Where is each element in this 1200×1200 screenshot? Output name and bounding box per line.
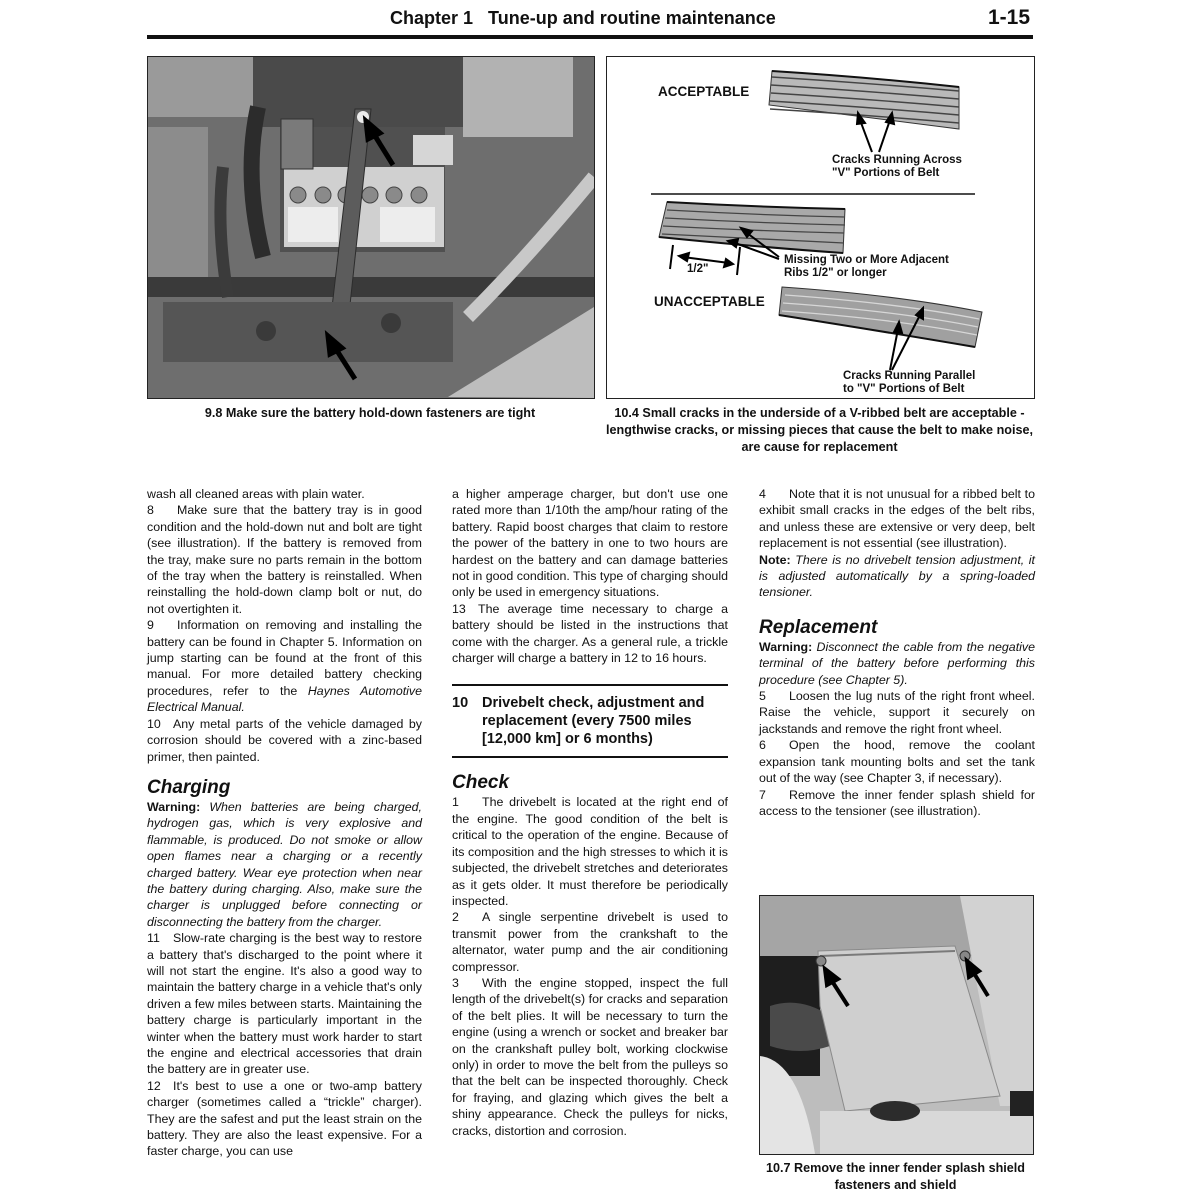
paragraph-number: 6 [759, 738, 766, 753]
paragraph-12 [147, 1078, 422, 1160]
paragraph-13 [452, 601, 728, 667]
paragraph-number: 12 [147, 1078, 161, 1093]
running-header-title [390, 8, 776, 29]
note-cracks-across-line2: "V" Portions of Belt [832, 166, 940, 179]
paragraph-number: 8 [147, 503, 154, 518]
warning-text: Disconnect the cable from the negative terminal of the battery before performing this procedure (see Chapter 5). [759, 639, 1035, 687]
paragraph-text: Any metal parts of the vehicle damaged by corrosion should be covered with a zinc-based primer, then painted. [147, 716, 422, 764]
paragraph-7 [759, 787, 1035, 820]
page-number: 1-15 [988, 6, 1031, 29]
chapter-label: Chapter 1 [390, 8, 474, 28]
section-rule-bottom [452, 756, 728, 758]
paragraph-number: 7 [759, 787, 766, 802]
section-number: 10 [452, 695, 469, 712]
unacceptable-belt-drawing [659, 202, 982, 370]
chapter-title: Tune-up and routine maintenance [488, 8, 776, 28]
note-cracks-parallel-line1: Cracks Running Parallel [843, 370, 976, 382]
fender-shield-photo-illustration [760, 896, 1033, 1154]
paragraph-number: 11 [147, 931, 160, 946]
text-column-1 [147, 486, 422, 1160]
paragraph-text: Slow-rate charging is the best way to restore a battery that's discharged to the point where it will not start the engine. It's also a good way to maintain the battery charge in a vehicle that's only driven a few miles between starts. Maintaining the battery charge is particularly important in the winter when the battery must work harder to start the engine and electrical accessories that drain the battery are in greater use. [147, 931, 422, 1077]
belt-diagram-illustration [607, 57, 1034, 398]
text-column-3 [759, 486, 1035, 819]
paragraph-number: 9 [147, 618, 154, 633]
paragraph-number: 5 [759, 689, 766, 704]
paragraph-1 [452, 794, 728, 909]
paragraph-continued: wash all cleaned areas with plain water. [147, 487, 365, 501]
paragraph-4 [759, 486, 1035, 552]
note-text: There is no drivebelt tension adjustment, it is adjusted automatically by a spring-loaded tensioner. [759, 552, 1035, 600]
note-label: Note: [759, 552, 791, 567]
note-cracks-across-line1: Cracks Running Across [832, 154, 962, 166]
note-tension [759, 552, 1035, 601]
paragraph-text: Loosen the lug nuts of the right front wheel. Raise the vehicle, support it securely on jackstands and remove the right front wheel. [759, 689, 1035, 736]
paragraph-number: 1 [452, 795, 459, 810]
label-unacceptable: UNACCEPTABLE [654, 294, 765, 309]
figure-caption-9-8: 9.8 Make sure the battery hold-down fasteners are tight [204, 406, 536, 420]
paragraph-2 [452, 909, 728, 975]
paragraph-number: 3 [452, 975, 459, 990]
paragraph-number: 13 [452, 601, 466, 616]
subheading-charging: Charging [147, 776, 231, 798]
note-missing-ribs-line2: Ribs 1/2" or longer [784, 266, 887, 279]
manual-reference: Haynes Automotive Electrical Manual. [147, 683, 422, 715]
paragraph-text: Note that it is not unusual for a ribbed belt to exhibit small cracks in the edges of the belt ribs, and unless these are extensive or very deep, belt replacement is not essential (see illustration). [759, 487, 1035, 551]
warning-text: When batteries are being charged, hydrogen gas, which is very explosive and flammable, is produced. Do not smoke or allow open flames near a charging or a recently charged battery. Wear eye protection when near the battery during charging. Also, make sure the charger is unplugged before connecting or disconnecting the battery from the charger. [147, 799, 422, 929]
paragraph-text: Make sure that the battery tray is in good condition and the hold-down nut and bolt are tight (see illustration). If the battery is removed from the tray, make sure no parts remain in the bottom of the tray when the battery is reinstalled. When reinstalling the hold-down clamp bolt or nut, do not overtighten it. [147, 503, 422, 616]
paragraph-8 [147, 502, 422, 617]
figure-battery-photo [147, 56, 595, 399]
paragraph-11 [147, 930, 422, 1078]
section-heading-10 [452, 694, 728, 748]
paragraph-9 [147, 617, 422, 715]
paragraph-text: The drivebelt is located at the right end of the engine. The good condition of the belt is critical to the operation of the engine. Because of its composition and the high stresses to which it is subjected, the drivebelt stretches and deteriorates as it gets older. It must therefore be periodically inspected. [452, 795, 728, 908]
paragraph-number: 10 [147, 716, 161, 731]
paragraph-5 [759, 688, 1035, 737]
paragraph-text: With the engine stopped, inspect the full length of the drivebelt(s) for cracks and separation of the belt plies. It will be necessary to turn the engine (using a wrench or socket and breaker bar on the crankshaft pulley bolt, working clockwise only) in order to move the belt from the pulleys so that the belt can be inspected thoroughly. Check for fraying, and glazing which gives the belt a shiny appearance. Check the pulleys for nicks, cracks, distortion and corrosion. [452, 975, 728, 1138]
figure-caption-10-7: 10.7 Remove the inner fender splash shield fasteners and shield [766, 1161, 1025, 1192]
note-cracks-across [832, 154, 962, 179]
section-rule-top [452, 684, 728, 686]
warning-charging [147, 799, 422, 930]
paragraph-number: 2 [452, 910, 459, 925]
paragraph-text: Open the hood, remove the coolant expansion tank mounting bolts and set the tank out of the way (see Chapter 3, if necessary). [759, 738, 1035, 786]
label-half-inch: 1/2" [687, 263, 709, 275]
subheading-check: Check [452, 772, 510, 794]
paragraph-text: Information on removing and installing the battery can be found in Chapter 5. Information on jump starting can be found at the front of this manual. For more detailed battery checking procedures, refer to the [147, 618, 422, 698]
acceptable-belt-drawing [769, 71, 959, 152]
text-column-2 [452, 486, 728, 1139]
note-cracks-parallel-line2: to "V" Portions of Belt [843, 382, 965, 395]
figure-caption-10-4: 10.4 Small cracks in the underside of a V-ribbed belt are acceptable - lengthwise cracks, or missing pieces that cause the belt to make noise, are cause for replacement [606, 406, 1033, 454]
label-acceptable: ACCEPTABLE [658, 84, 750, 99]
paragraph-text: The average time necessary to charge a battery should be listed in the instructions that come with the charger. As a general rule, a trickle charger will charge a battery in 12 to 16 hours. [452, 601, 728, 666]
paragraph-text: It's best to use a one or two-amp battery charger (sometimes called a “trickle” charger). They are the safest and put the least strain on the battery. They are also the least expensive. For a faster charge, you can use [147, 1078, 422, 1159]
figure-fender-shield-photo [759, 895, 1034, 1155]
subheading-replacement: Replacement [759, 616, 878, 638]
paragraph-number: 4 [759, 487, 766, 501]
paragraph-6 [759, 737, 1035, 786]
note-missing-ribs [784, 254, 949, 279]
paragraph-3 [452, 975, 728, 1139]
header-rule [147, 35, 1033, 39]
battery-photo-illustration [148, 57, 594, 398]
figure-belt-cracks-diagram [606, 56, 1035, 399]
section-title: Drivebelt check, adjustment and replacement (every 7500 miles [12,000 km] or 6 months) [482, 695, 705, 748]
paragraph-text: Remove the inner fender splash shield for access to the tensioner (see illustration). [759, 787, 1035, 818]
paragraph-10 [147, 716, 422, 765]
warning-label: Warning: [147, 799, 201, 814]
warning-replacement [759, 639, 1035, 688]
warning-label: Warning: [759, 639, 813, 654]
paragraph-12-continued: a higher amperage charger, but don't use one rated more than 1/10th the amp/hour rating of the battery. Rapid boost charges that claim to restore the power of the battery in one to two hours are hardest on the battery and can damage batteries not in good condition. This type of charging should only be used in emergency situations. [452, 487, 728, 600]
note-cracks-parallel [843, 370, 975, 395]
paragraph-text: A single serpentine drivebelt is used to transmit power from the crankshaft to the alternator, water pump and the air conditioning compressor. [452, 910, 728, 974]
note-missing-ribs-line1: Missing Two or More Adjacent [784, 254, 949, 266]
